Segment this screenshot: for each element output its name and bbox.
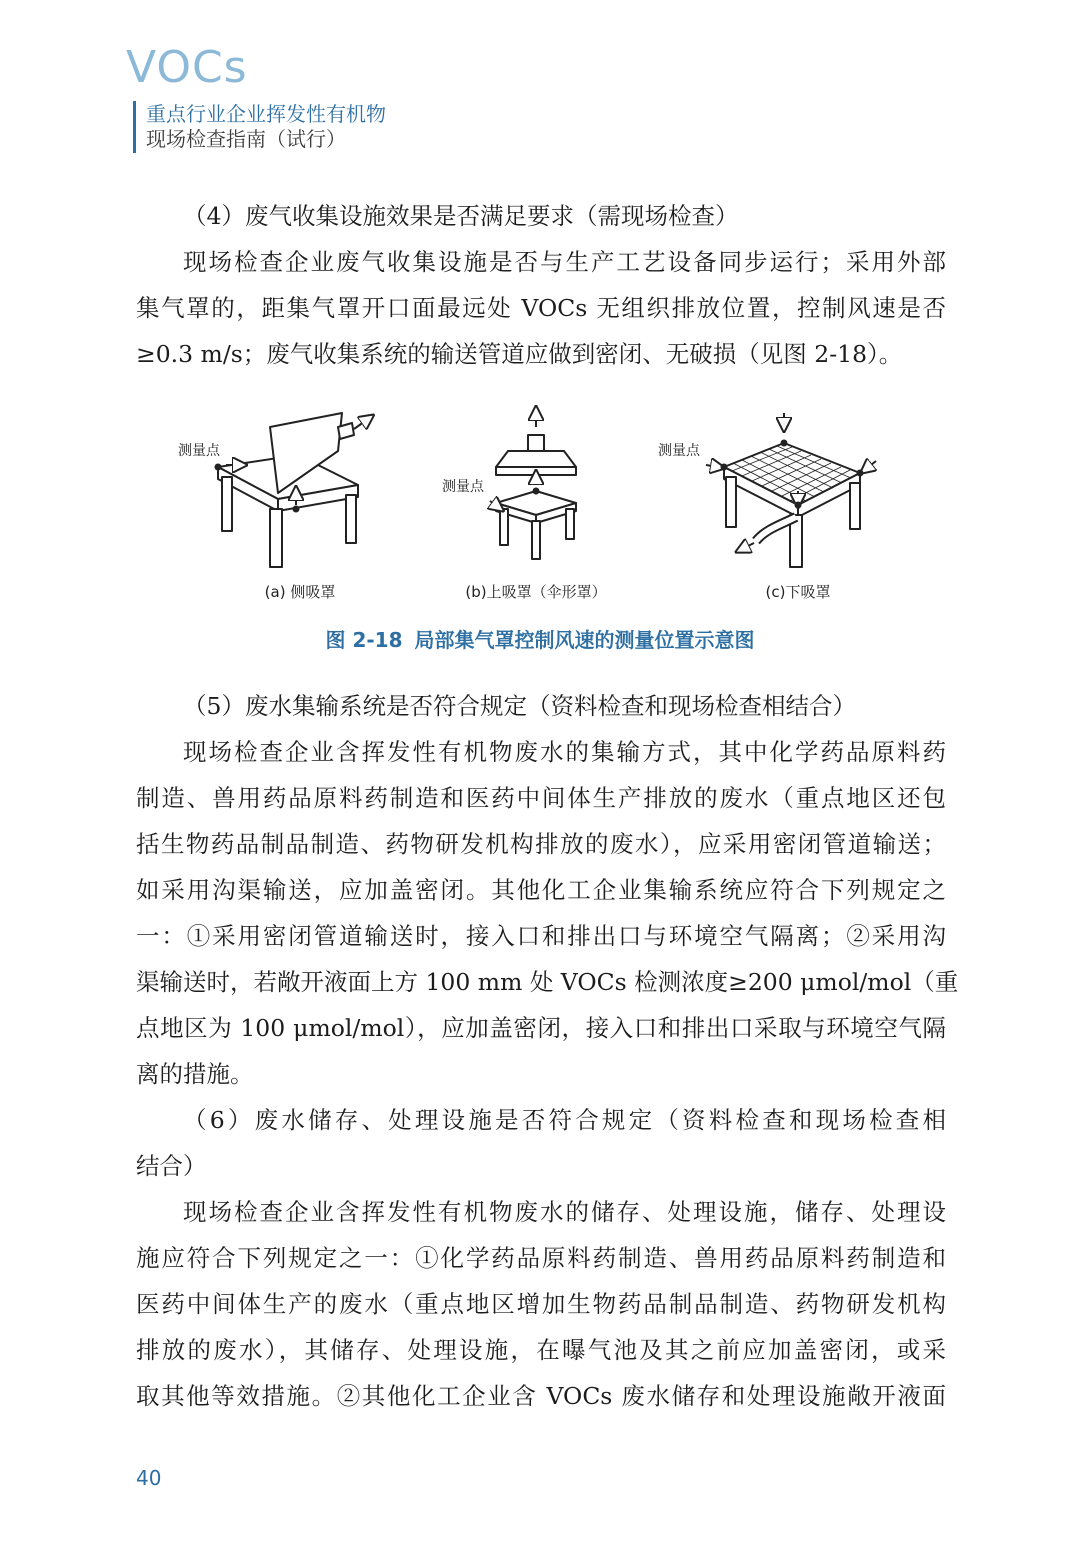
section-6 <box>136 1097 946 1419</box>
measure-point-label-a: 测量点 <box>178 443 220 459</box>
header-subtitle-line2: 现场检查指南（试行） <box>146 127 346 151</box>
figure-caption <box>0 624 1080 653</box>
section-5-heading: （5）废水集输系统是否符合规定（资料检查和现场检查相结合） <box>183 692 856 720</box>
paragraph-line: 制造、兽用药品原料药制造和医药中间体生产排放的废水（重点地区还包 <box>136 784 946 812</box>
paragraph-line: 括生物药品制品制造、药物研发机构排放的废水），应采用密闭管道输送； <box>136 830 946 858</box>
paragraph-line: 施应符合下列规定之一：①化学药品原料药制造、兽用药品原料药制造和 <box>136 1244 946 1272</box>
paragraph-line: 医药中间体生产的废水（重点地区增加生物药品制品制造、药物研发机构 <box>136 1290 946 1318</box>
hood-diagram <box>170 405 900 610</box>
paragraph-line: 如采用沟渠输送，应加盖密闭。其他化工企业集输系统应符合下列规定之 <box>136 876 946 904</box>
paragraph-line: 离的措施。 <box>136 1060 254 1088</box>
bottom-hood-table <box>706 413 876 567</box>
paragraph-line: 集气罩的，距集气罩开口面最远处 VOCs 无组织排放位置，控制风速是否 <box>136 294 946 322</box>
paragraph-line: 点地区为 100 μmol/mol），应加盖密闭，接入口和排出口采取与环境空气隔 <box>136 1014 946 1042</box>
paragraph-line: 现场检查企业含挥发性有机物废水的储存、处理设施，储存、处理设 <box>183 1198 946 1226</box>
paragraph-line: 渠输送时，若敞开液面上方 100 mm 处 VOCs 检测浓度≥200 μmol/mol（重 <box>136 968 959 996</box>
panel-label-b: (b)上吸罩（伞形罩） <box>465 583 607 601</box>
header-divider <box>133 101 136 153</box>
panel-label-c: (c)下吸罩 <box>765 583 831 601</box>
figure-caption-number: 图 2-18 <box>325 628 403 652</box>
paragraph-line: 排放的废水），其储存、处理设施，在曝气池及其之前应加盖密闭，或采 <box>136 1336 946 1364</box>
measure-point-label-b: 测量点 <box>442 479 484 495</box>
page-number: 40 <box>136 1466 162 1490</box>
paragraph-line: ≥0.3 m/s；废气收集系统的输送管道应做到密闭、无破损（见图 2-18）。 <box>136 340 903 368</box>
section-4-heading: （4）废气收集设施效果是否满足要求（需现场检查） <box>183 202 739 230</box>
side-hood-table <box>216 413 369 567</box>
figure-caption-text: 局部集气罩控制风速的测量位置示意图 <box>414 628 755 652</box>
paragraph-line: 一：①采用密闭管道输送时，接入口和排出口与环境空气隔离；②采用沟 <box>136 922 946 950</box>
header-title: VOCs <box>126 42 248 93</box>
section-6-heading-cont: 结合） <box>136 1152 207 1180</box>
top-hood-table <box>490 413 576 559</box>
paragraph-line: 取其他等效措施。②其他化工企业含 VOCs 废水储存和处理设施敞开液面 <box>136 1382 946 1410</box>
panel-label-a: (a) 侧吸罩 <box>264 583 336 601</box>
figure-2-18 <box>170 405 900 610</box>
section-4 <box>136 193 946 377</box>
paragraph-line: 现场检查企业废气收集设施是否与生产工艺设备同步运行；采用外部 <box>183 248 946 276</box>
section-5 <box>136 683 959 1097</box>
section-6-heading: （6）废水储存、处理设施是否符合规定（资料检查和现场检查相 <box>183 1106 946 1134</box>
measure-point-label-c: 测量点 <box>658 443 700 459</box>
paragraph-line: 现场检查企业含挥发性有机物废水的集输方式，其中化学药品原料药 <box>183 738 946 766</box>
header-subtitle-line1: 重点行业企业挥发性有机物 <box>146 102 386 126</box>
